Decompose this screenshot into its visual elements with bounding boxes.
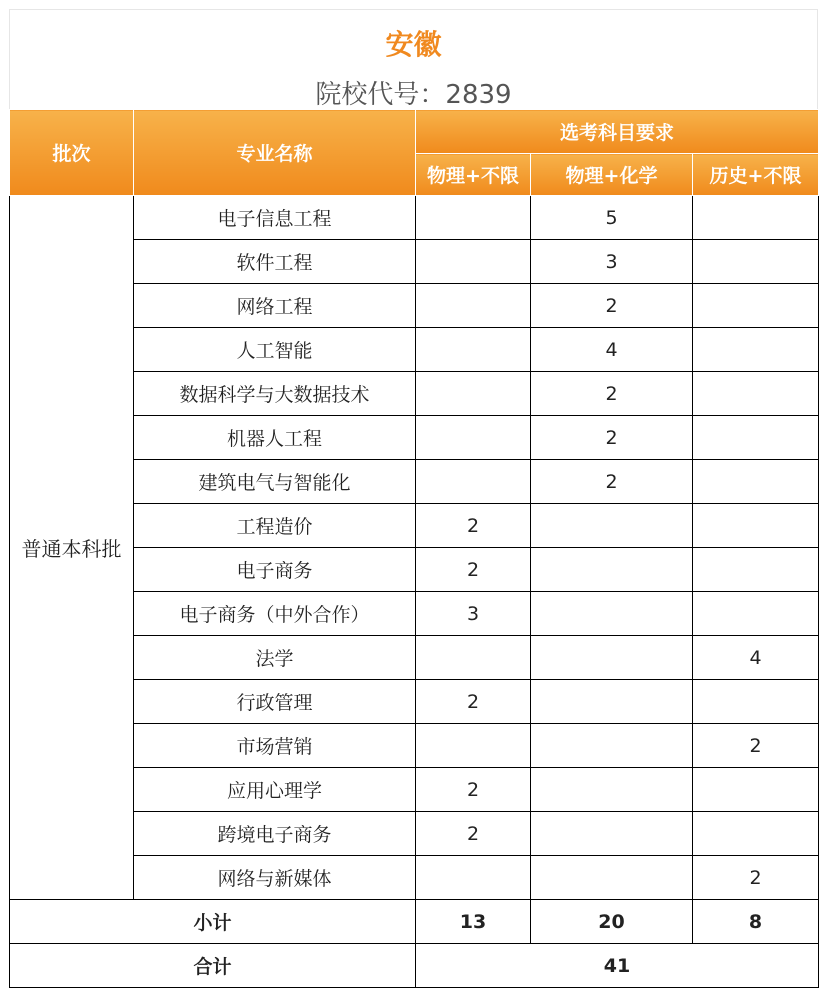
physics-chemistry-cell bbox=[531, 768, 693, 812]
history-any-cell bbox=[693, 592, 819, 636]
subtotal-row bbox=[10, 900, 819, 944]
physics-chemistry-cell: 2 bbox=[531, 372, 693, 416]
major-name-cell: 行政管理 bbox=[134, 680, 416, 724]
history-any-cell bbox=[693, 460, 819, 504]
physics-chemistry-cell bbox=[531, 680, 693, 724]
major-name-cell: 网络工程 bbox=[134, 284, 416, 328]
physics-chemistry-cell: 4 bbox=[531, 328, 693, 372]
physics-chemistry-cell bbox=[531, 504, 693, 548]
physics-any-cell bbox=[416, 416, 531, 460]
enrollment-table-container bbox=[9, 9, 818, 988]
physics-chemistry-cell: 2 bbox=[531, 460, 693, 504]
physics-any-cell bbox=[416, 240, 531, 284]
physics-chemistry-cell bbox=[531, 548, 693, 592]
physics-any-cell bbox=[416, 724, 531, 768]
physics-chemistry-cell bbox=[531, 592, 693, 636]
school-code: 院校代号：2839 bbox=[9, 76, 818, 109]
history-any-cell: 2 bbox=[693, 856, 819, 900]
physics-any-cell bbox=[416, 196, 531, 240]
physics-chemistry-cell: 2 bbox=[531, 416, 693, 460]
major-name-cell: 电子商务（中外合作） bbox=[134, 592, 416, 636]
history-any-cell bbox=[693, 328, 819, 372]
major-name-cell: 跨境电子商务 bbox=[134, 812, 416, 856]
major-name-cell: 工程造价 bbox=[134, 504, 416, 548]
major-name-cell: 网络与新媒体 bbox=[134, 856, 416, 900]
physics-any-cell bbox=[416, 372, 531, 416]
history-any-cell: 4 bbox=[693, 636, 819, 680]
subtotal-label: 小计 bbox=[10, 900, 416, 944]
history-any-cell bbox=[693, 416, 819, 460]
history-any-cell bbox=[693, 372, 819, 416]
major-name-cell: 市场营销 bbox=[134, 724, 416, 768]
header-physics-any: 物理+不限 bbox=[416, 154, 531, 196]
header-physics-chemistry: 物理+化学 bbox=[531, 154, 693, 196]
physics-chemistry-cell: 5 bbox=[531, 196, 693, 240]
header-subject-requirement: 选考科目要求 bbox=[416, 110, 819, 154]
major-name-cell: 机器人工程 bbox=[134, 416, 416, 460]
physics-any-cell bbox=[416, 328, 531, 372]
physics-chemistry-cell bbox=[531, 812, 693, 856]
total-label: 合计 bbox=[10, 944, 416, 988]
total-row bbox=[10, 944, 819, 988]
physics-chemistry-cell bbox=[531, 724, 693, 768]
history-any-cell: 2 bbox=[693, 724, 819, 768]
major-name-cell: 软件工程 bbox=[134, 240, 416, 284]
physics-any-cell: 3 bbox=[416, 592, 531, 636]
physics-any-cell bbox=[416, 856, 531, 900]
history-any-cell bbox=[693, 812, 819, 856]
history-any-cell bbox=[693, 196, 819, 240]
page-title: 安徽 bbox=[9, 9, 818, 76]
major-name-cell: 电子信息工程 bbox=[134, 196, 416, 240]
physics-any-cell: 2 bbox=[416, 812, 531, 856]
physics-any-cell bbox=[416, 284, 531, 328]
header-batch: 批次 bbox=[10, 110, 134, 196]
subtotal-physics-any: 13 bbox=[416, 900, 531, 944]
major-name-cell: 建筑电气与智能化 bbox=[134, 460, 416, 504]
history-any-cell bbox=[693, 504, 819, 548]
history-any-cell bbox=[693, 240, 819, 284]
major-name-cell: 电子商务 bbox=[134, 548, 416, 592]
physics-any-cell: 2 bbox=[416, 680, 531, 724]
header-history-any: 历史+不限 bbox=[693, 154, 819, 196]
physics-any-cell bbox=[416, 636, 531, 680]
physics-chemistry-cell bbox=[531, 636, 693, 680]
table-row bbox=[10, 196, 819, 240]
physics-chemistry-cell: 3 bbox=[531, 240, 693, 284]
history-any-cell bbox=[693, 680, 819, 724]
enrollment-table bbox=[9, 109, 819, 988]
table-body bbox=[10, 196, 819, 900]
history-any-cell bbox=[693, 548, 819, 592]
history-any-cell bbox=[693, 768, 819, 812]
physics-any-cell: 2 bbox=[416, 504, 531, 548]
subtotal-physics-chemistry: 20 bbox=[531, 900, 693, 944]
subtotal-history-any: 8 bbox=[693, 900, 819, 944]
batch-cell: 普通本科批 bbox=[10, 196, 134, 900]
major-name-cell: 数据科学与大数据技术 bbox=[134, 372, 416, 416]
physics-chemistry-cell: 2 bbox=[531, 284, 693, 328]
major-name-cell: 人工智能 bbox=[134, 328, 416, 372]
major-name-cell: 应用心理学 bbox=[134, 768, 416, 812]
physics-chemistry-cell bbox=[531, 856, 693, 900]
physics-any-cell: 2 bbox=[416, 768, 531, 812]
major-name-cell: 法学 bbox=[134, 636, 416, 680]
header-major: 专业名称 bbox=[134, 110, 416, 196]
history-any-cell bbox=[693, 284, 819, 328]
physics-any-cell: 2 bbox=[416, 548, 531, 592]
total-value: 41 bbox=[416, 944, 819, 988]
physics-any-cell bbox=[416, 460, 531, 504]
